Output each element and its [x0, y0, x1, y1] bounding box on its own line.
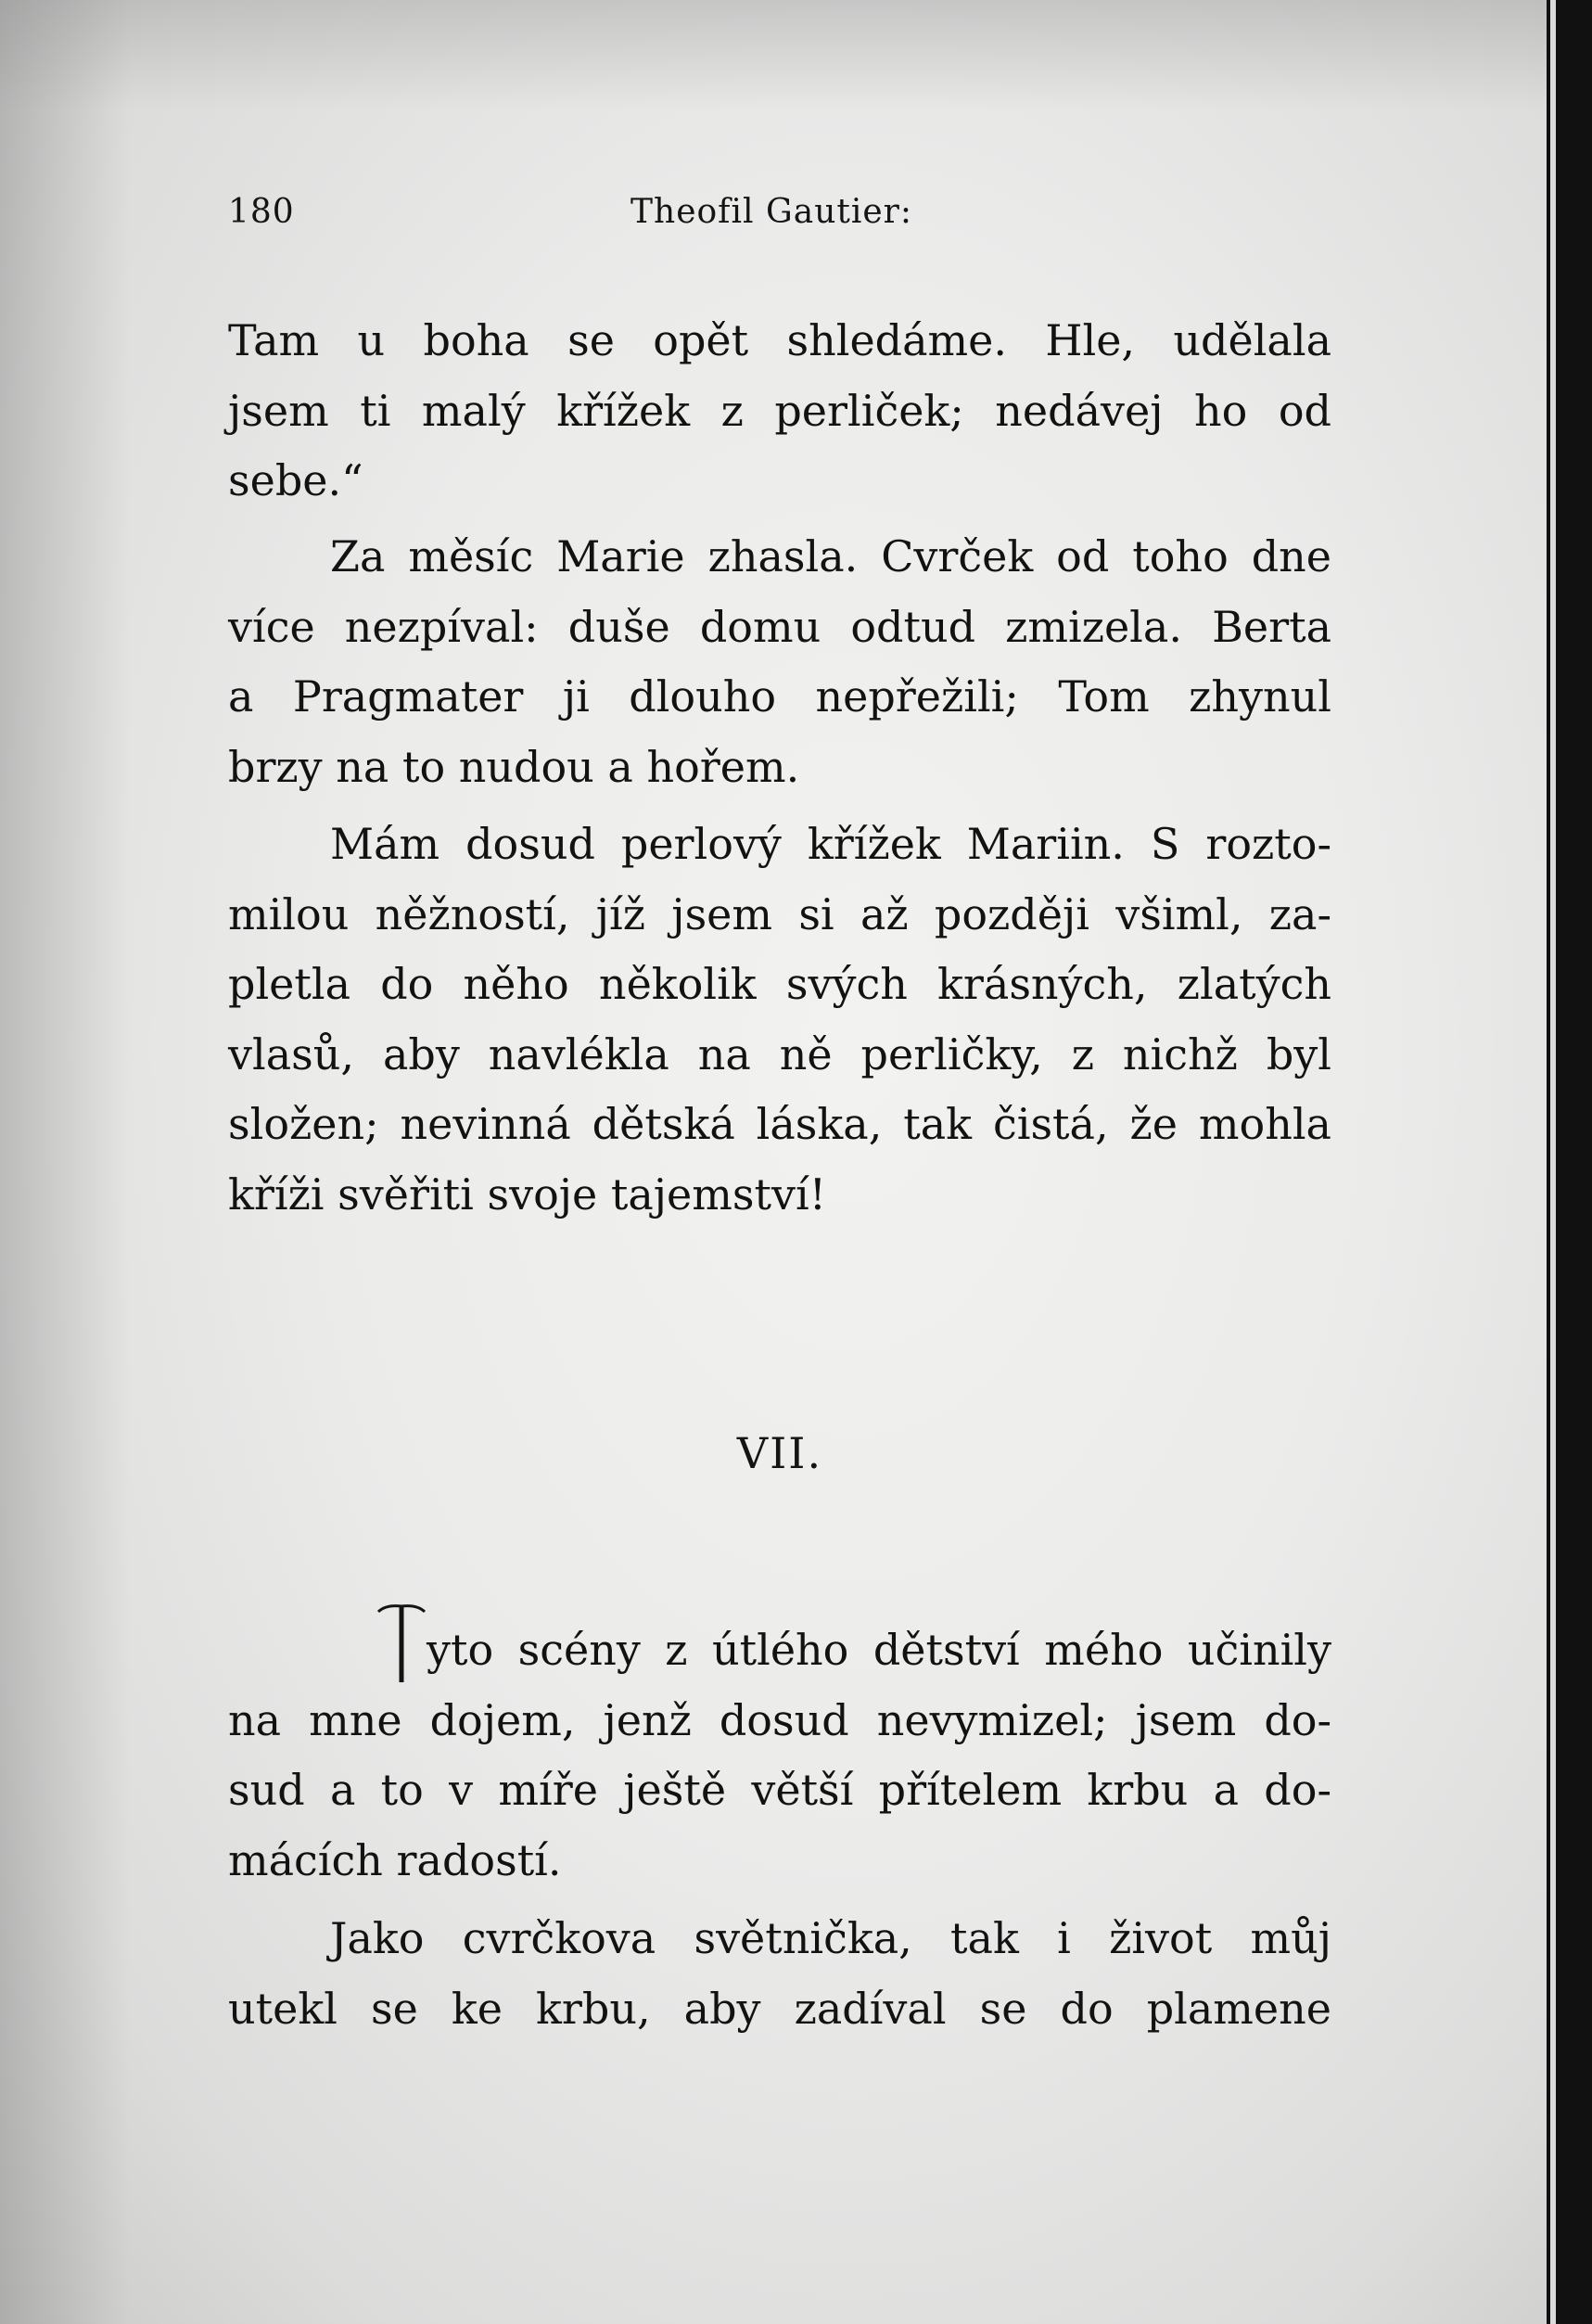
running-head-author: Theofil Gautier: [630, 193, 912, 231]
paragraph-4 [228, 1615, 1331, 1896]
text-line: utekl se ke krbu, aby zadíval se do plamene [228, 1983, 1331, 2034]
text-line: brzy na to nudou a hořem. [228, 741, 800, 792]
text-line: kříži svěřiti svoje tajemství! [228, 1168, 827, 1219]
paragraph-1 [228, 306, 1331, 517]
chapter-heading: VII. [736, 1428, 823, 1478]
running-head [228, 193, 1331, 239]
paragraph-2 [228, 522, 1331, 802]
paragraph-3 [228, 810, 1331, 1230]
text-line: vlasů, aby navlékla na ně perličky, z nichž byl [228, 1028, 1331, 1079]
paragraph-5 [228, 1904, 1331, 2044]
text-line: sebe.“ [228, 455, 363, 505]
text-line: a Pragmater ji dlouho nepřežili; Tom zhynul [228, 671, 1331, 721]
text-line: milou něžností, jíž jsem si až později všiml, za- [228, 888, 1331, 939]
text-line: mácích radostí. [228, 1834, 562, 1885]
text-line: Tam u boha se opět shledáme. Hle, udělala [228, 315, 1331, 365]
text-line: více nezpíval: duše domu odtud zmizela. Berta [228, 601, 1331, 652]
text-line: Jako cvrčkova světnička, tak i život můj [330, 1913, 1331, 1963]
page-edge-strip [1550, 0, 1556, 2324]
text-line: sud a to v míře ještě větší přítelem krbu a do- [228, 1765, 1331, 1815]
page-number: 180 [228, 193, 295, 231]
text-line: pletla do něho několik svých krásných, zlatých [228, 959, 1331, 1009]
text-line: yto scény z útlého dětství mého učinily [427, 1625, 1331, 1675]
text-line: Mám dosud perlový křížek Mariin. S rozto- [330, 819, 1331, 869]
text-line: jsem ti malý křížek z perliček; nedávej ho od [228, 385, 1331, 436]
text-line: Za měsíc Marie zhasla. Cvrček od toho dne [330, 531, 1331, 581]
text-line: na mne dojem, jenž dosud nevymizel; jsem do- [228, 1694, 1331, 1745]
text-line: složen; nevinná dětská láska, tak čistá, že mohla [228, 1099, 1331, 1149]
